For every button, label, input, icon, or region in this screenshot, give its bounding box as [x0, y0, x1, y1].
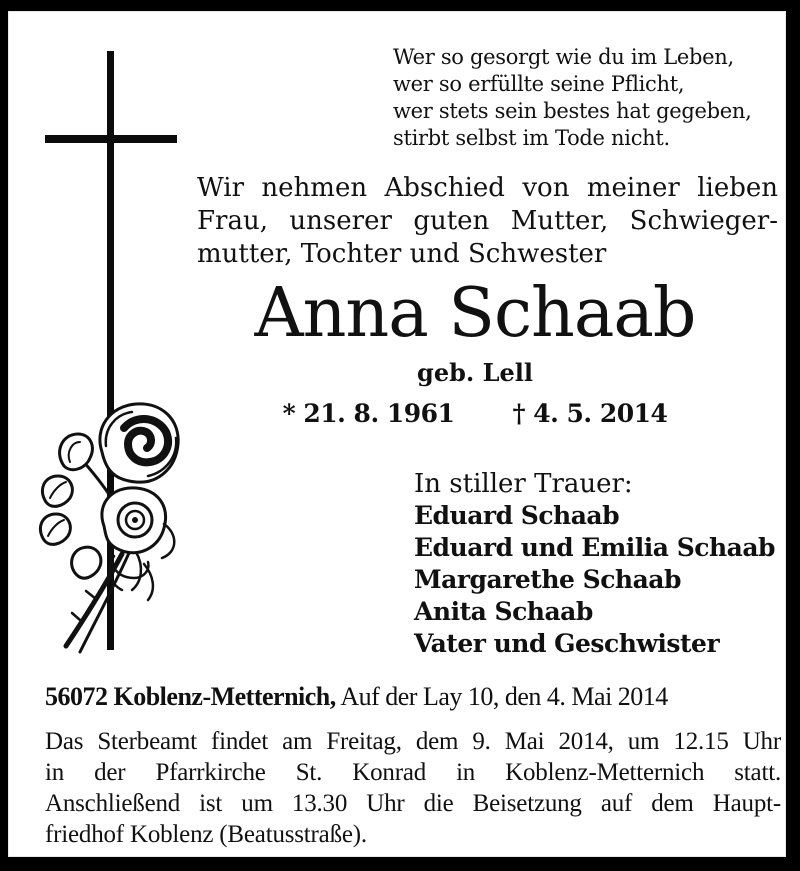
rose-illustration-icon — [36, 394, 186, 656]
mourner-name: Eduard und Emilia Schaab — [414, 533, 776, 562]
funeral-line: Das Sterbeamt findet am Freitag, dem 9. Mai 2014, um 12.15 Uhr — [45, 728, 781, 755]
funeral-details — [45, 726, 781, 850]
maiden-name: geb. Lell — [417, 358, 533, 387]
deceased-name: Anna Schaab — [254, 274, 696, 353]
address-rest: Auf der Lay 10, den 4. Mai 2014 — [335, 682, 668, 711]
address-city: 56072 Koblenz-Metternich, — [45, 682, 336, 711]
mourners-section — [414, 468, 775, 660]
birth-date: * 21. 8. 1961 — [282, 399, 455, 428]
poem-line: wer stets sein bestes hat gegeben, — [393, 99, 752, 123]
farewell-text — [197, 172, 778, 271]
death-date: † 4. 5. 2014 — [512, 399, 668, 428]
address-line — [45, 682, 781, 712]
funeral-line: Anschließend ist um 13.30 Uhr die Beisetzung auf dem Haupt- — [45, 790, 781, 817]
farewell-line: mutter, Tochter und Schwester — [197, 239, 607, 269]
poem-line: Wer so gesorgt wie du im Leben, — [393, 45, 734, 69]
funeral-line: in der Pfarrkirche St. Konrad in Koblenz-Metternich statt. — [45, 759, 781, 786]
mourner-name: Vater und Geschwister — [414, 629, 720, 658]
poem-line: wer so erfüllte seine Pflicht, — [393, 72, 685, 96]
farewell-line: Wir nehmen Abschied von meiner lieben — [197, 173, 778, 203]
deceased-block — [150, 274, 800, 430]
life-dates — [150, 398, 800, 430]
epitaph-poem — [393, 44, 783, 152]
mourner-name: Anita Schaab — [414, 597, 593, 626]
funeral-line: friedhof Koblenz (Beatusstraße). — [45, 821, 367, 848]
mourning-heading: In stiller Trauer: — [414, 469, 633, 499]
mourner-name: Eduard Schaab — [414, 501, 620, 530]
mourner-name: Margarethe Schaab — [414, 565, 681, 594]
poem-line: stirbt selbst im Tode nicht. — [393, 126, 670, 150]
farewell-line: Frau, unserer guten Mutter, Schwieger- — [197, 206, 778, 236]
cross-horizontal-bar — [45, 135, 177, 143]
